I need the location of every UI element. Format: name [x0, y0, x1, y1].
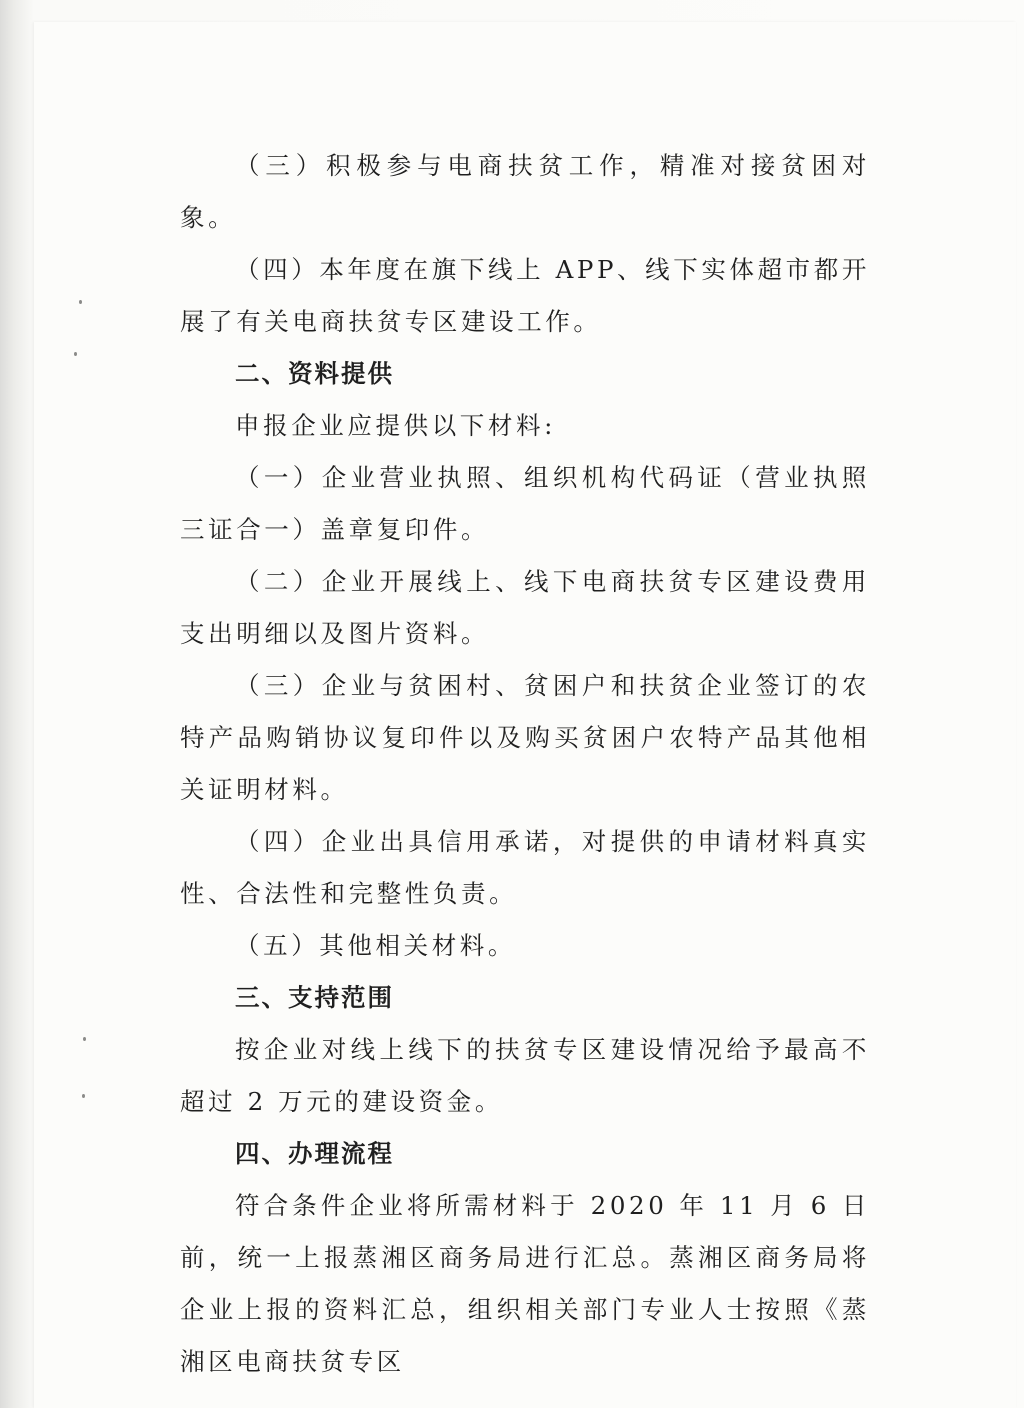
- document-body: [180, 140, 870, 1388]
- paragraph: （一）企业营业执照、组织机构代码证（营业执照三证合一）盖章复印件。: [180, 463, 870, 544]
- paragraph: （三）积极参与电商扶贫工作，精准对接贫困对象。: [180, 151, 870, 232]
- paragraph: 符合条件企业将所需材料于 2020 年 11 月 6 日前，统一上报蒸湘区商务局进行汇总。蒸湘区商务局将企业上报的资料汇总，组织相关部门专业人士按照《蒸湘区电商扶贫专区: [180, 1191, 870, 1376]
- scan-speck: [83, 1037, 86, 1041]
- scan-speck: [82, 1094, 85, 1098]
- paragraph: （四）本年度在旗下线上 APP、线下实体超市都开展了有关电商扶贫专区建设工作。: [180, 255, 870, 336]
- paragraph: （五）其他相关材料。: [235, 931, 516, 960]
- paragraph: 申报企业应提供以下材料:: [235, 411, 556, 440]
- section-heading: 四、办理流程: [235, 1139, 394, 1168]
- scan-speck: [74, 352, 77, 356]
- section-heading: 二、资料提供: [235, 359, 394, 388]
- paragraph: （二）企业开展线上、线下电商扶贫专区建设费用支出明细以及图片资料。: [180, 567, 870, 648]
- paragraph: （四）企业出具信用承诺，对提供的申请材料真实性、合法性和完整性负责。: [180, 827, 870, 908]
- scan-speck: [79, 300, 82, 304]
- paragraph: （三）企业与贫困村、贫困户和扶贫企业签订的农特产品购销协议复印件以及购买贫困户农特产品其他相关证明材料。: [180, 671, 870, 804]
- section-heading: 三、支持范围: [235, 983, 394, 1012]
- paragraph: 按企业对线上线下的扶贫专区建设情况给予最高不超过 2 万元的建设资金。: [180, 1035, 870, 1116]
